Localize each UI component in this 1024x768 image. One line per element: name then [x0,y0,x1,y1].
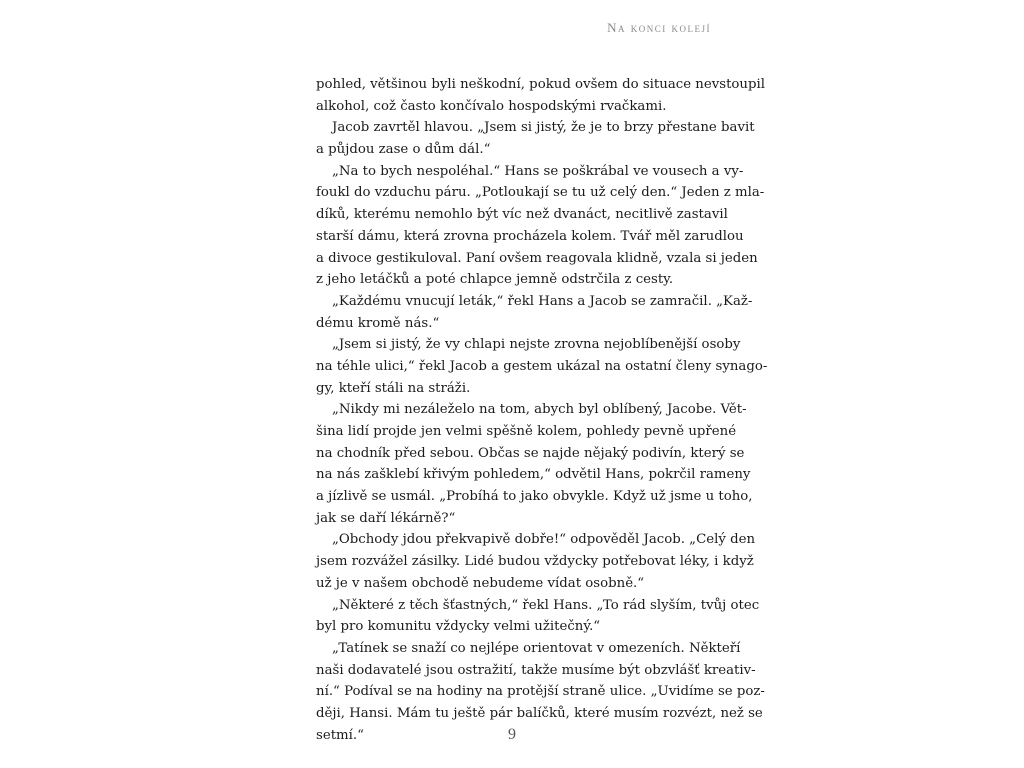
text-line: na nás zašklebí křivým pohledem,“ odvětil Hans, pokrčil rameny [316,467,751,483]
text-line: na chodník před sebou. Občas se najde nějaký podivín, který se [316,445,745,461]
text-line: z jeho letáčků a poté chlapce jemně odstrčila z cesty. [316,272,674,288]
text-line: jak se daří lékárně?“ [316,510,456,526]
text-line: Jacob zavrtěl hlavou. „Jsem si jistý, že je to brzy přestane bavit [332,120,755,136]
text-line: naši dodavatelé jsou ostražití, takže musíme být obzvlášť kreativ- [316,662,756,678]
text-line: pohled, většinou byli neškodní, pokud ovšem do situace nevstoupil [316,77,766,92]
text-line: díků, kterému nemohlo být víc než dvanáct, necitlivě zastavil [316,207,728,223]
text-line: na téhle ulici,“ řekl Jacob a gestem ukázal na ostatní členy synago- [316,358,768,374]
text-line: „Některé z těch šťastných,“ řekl Hans. „To rád slyším, tvůj otec [332,597,760,613]
text-line: starší dámu, která zrovna procházela kolem. Tvář měl zarudlou [316,228,744,244]
text-line: a divoce gestikuloval. Paní ovšem reagovala klidně, vzala si jeden [316,250,758,266]
text-line: „Každému vnucují leták,“ řekl Hans a Jacob se zamračil. „Kaž- [332,293,753,309]
text-line: šina lidí projde jen velmi spěšně kolem, pohledy pevně upřené [316,424,737,439]
text-line: byl pro komunitu vždycky velmi užitečný.“ [316,619,601,635]
text-line: foukl do vzduchu páru. „Potloukají se tu už celý den.“ Jeden z mla- [316,185,765,201]
body-text [316,74,768,746]
text-line: „Jsem si jistý, že vy chlapi nejste zrovna nejoblíbenější osoby [332,337,741,353]
text-line: „Tatínek se snaží co nejlépe orientovat v omezeních. Někteří [332,640,741,656]
text-line: dému kromě nás.“ [316,315,440,331]
text-line: a půjdou zase o dům dál.“ [316,142,491,158]
text-line: a jízlivě se usmál. „Probíhá to jako obvykle. Když už jsme u toho, [316,489,753,505]
text-line: gy, kteří stáli na stráži. [316,380,471,396]
text-line: jsem rozvážel zásilky. Lidé budou vždycky potřebovat léky, i když [316,554,754,570]
text-line: setmí.“ [316,727,364,743]
text-line: „Na to bych nespoléhal.“ Hans se poškrábal ve vousech a vy- [332,163,744,179]
text-line: ději, Hansi. Mám tu ještě pár balíčků, které musím rozvézt, než se [316,705,763,721]
text-line: alkohol, což často končívalo hospodskými rvačkami. [316,98,667,114]
text-line: už je v našem obchodě nebudeme vídat osobně.“ [316,575,645,591]
running-header: Na konci kolejí [607,20,711,35]
text-line: „Obchody jdou překvapivě dobře!“ odpověděl Jacob. „Celý den [332,532,756,548]
text-line: „Nikdy mi nezáleželo na tom, abych byl oblíbený, Jacobe. Vět- [332,402,747,418]
text-line: ní.“ Podíval se na hodiny na protější straně ulice. „Uvidíme se poz- [316,684,765,700]
page-number: 9 [508,726,516,743]
